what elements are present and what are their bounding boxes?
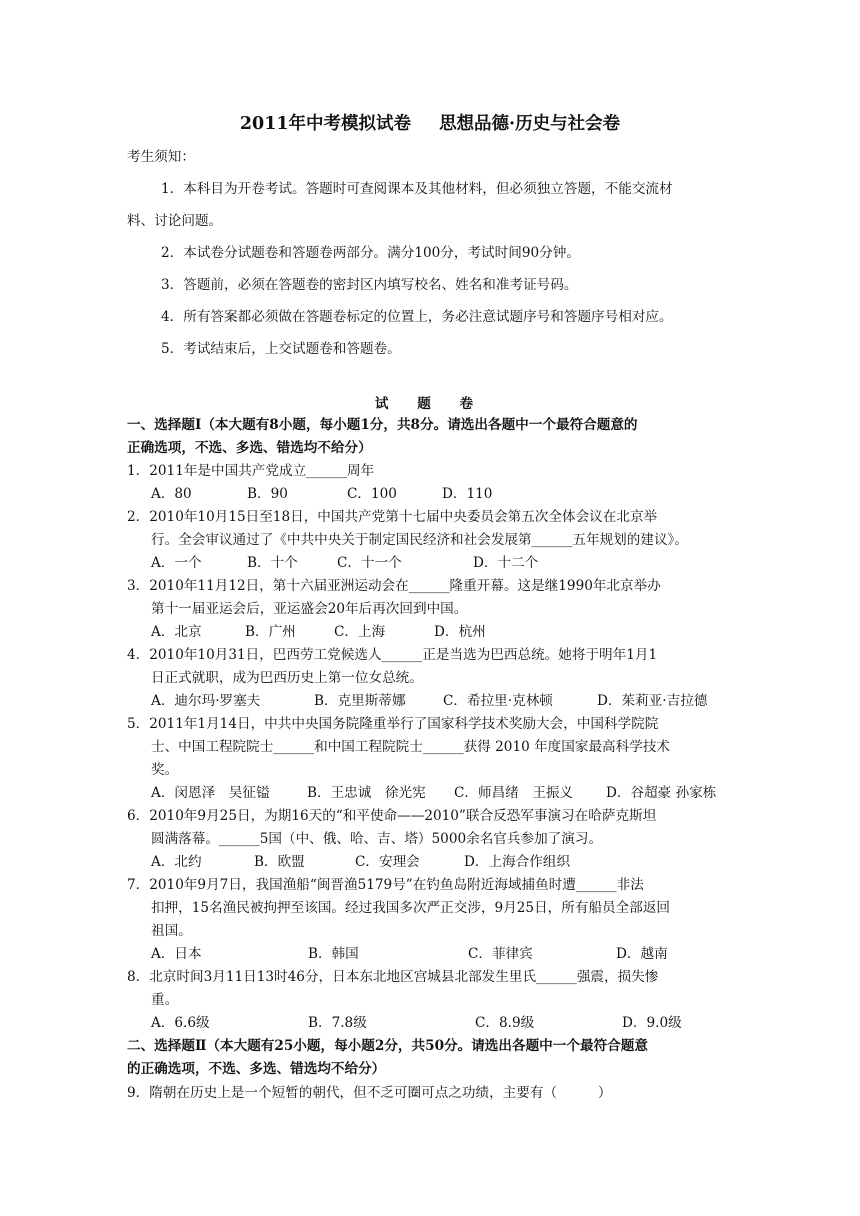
question-2-cont: 行。全会审议通过了《中共中央关于制定国民经济和社会发展第______五年规划的建议》。 xyxy=(151,532,688,548)
part1-heading-2: 正确选项，不选、多选、错选均不给分） xyxy=(127,440,372,456)
option-a: A．6.6级 xyxy=(151,1015,210,1031)
question-7-cont: 扣押，15名渔民被拘押至该国。经过我国多次严正交涉，9月25日，所有船员全部返回 xyxy=(151,900,671,916)
question-5: 5．2011年1月14日，中共中央国务院隆重举行了国家科学技术奖励大会，中国科学院院 xyxy=(127,716,659,732)
option-b: B．广州 xyxy=(245,624,296,640)
notice-4: 4．所有答案都必须做在答题卷标定的位置上，务必注意试题序号和答题序号相对应。 xyxy=(161,309,673,325)
question-3-cont: 第十一届亚运会后，亚运盛会20年后再次回到中国。 xyxy=(151,601,468,617)
question-5-cont2: 奖。 xyxy=(151,762,179,778)
question-6: 6．2010年9月25日，为期16天的“和平使命——2010”联合反恐军事演习在哈萨克斯坦 xyxy=(127,808,657,824)
question-9: 9．隋朝在历史上是一个短暂的朝代，但不乏可圈可点之功绩，主要有（ ） xyxy=(127,1085,612,1101)
title-left: 2011年中考模拟试卷 xyxy=(239,114,412,134)
option-a: A．80 xyxy=(151,486,192,502)
option-d: D．9.0级 xyxy=(622,1015,682,1031)
option-a: A．日本 xyxy=(151,946,202,962)
notice-heading: 考生须知： xyxy=(127,149,195,165)
question-4: 4．2010年10月31日，巴西劳工党候选人______正是当选为巴西总统。她将于明年1月1 xyxy=(127,647,658,663)
notice-5: 5．考试结束后，上交试题卷和答题卷。 xyxy=(161,341,401,357)
question-4-cont: 日正式就职，成为巴西历史上第一位女总统。 xyxy=(151,670,423,686)
option-b: B．十个 xyxy=(247,555,298,571)
option-b: B．欧盟 xyxy=(254,854,305,870)
option-c: C．8.9级 xyxy=(475,1015,535,1031)
option-d: D．越南 xyxy=(616,946,668,962)
option-d: D．谷超豪 孙家栋 xyxy=(606,785,717,801)
option-c: C．100 xyxy=(347,486,397,502)
option-d: D．上海合作组织 xyxy=(464,854,571,870)
question-8: 8．北京时间3月11日13时46分，日本东北地区宫城县北部发生里氏______强震，损失惨 xyxy=(127,969,659,985)
notice-2: 2．本试卷分试题卷和答题卷两部分。满分100分，考试时间90分钟。 xyxy=(161,245,580,261)
title-right: 思想品德·历史与社会卷 xyxy=(439,114,621,134)
option-b: B．90 xyxy=(247,486,288,502)
part2-heading-2: 的正确选项，不选、多选、错选均不给分） xyxy=(127,1061,386,1077)
option-d: D．110 xyxy=(442,486,493,502)
option-c: C．师昌绪 王振义 xyxy=(454,785,574,801)
option-b: B．王忠诚 徐光宪 xyxy=(307,785,426,801)
option-a: A．迪尔玛·罗塞夫 xyxy=(151,693,261,709)
question-1: 1．2011年是中国共产党成立______周年 xyxy=(127,463,375,479)
section-title: 试 题 卷 xyxy=(374,396,486,412)
notice-1-cont: 料、讨论问题。 xyxy=(127,213,223,229)
question-6-cont: 圆满落幕。______5国（中、俄、哈、吉、塔）5000余名官兵参加了演习。 xyxy=(151,831,603,847)
option-c: C．十一个 xyxy=(337,555,402,571)
option-b: B．韩国 xyxy=(308,946,359,962)
option-c: C．上海 xyxy=(334,624,386,640)
question-2: 2．2010年10月15日至18日，中国共产党第十七届中央委员会第五次全体会议在北京举 xyxy=(127,509,658,525)
question-3: 3．2010年11月12日，第十六届亚洲运动会在______隆重开幕。这是继1990年北京举办 xyxy=(127,578,661,594)
option-d: D．杭州 xyxy=(434,624,486,640)
notice-3: 3．答题前，必须在答题卷的密封区内填写校名、姓名和准考证号码。 xyxy=(161,277,578,293)
option-d: D．十二个 xyxy=(473,555,539,571)
option-d: D．茱莉亚·吉拉德 xyxy=(597,693,708,709)
page-title xyxy=(0,110,860,135)
option-c: C．安理会 xyxy=(355,854,420,870)
part2-heading-1: 二、选择题Ⅱ（本大题有25小题，每小题2分，共50分。请选出各题中一个最符合题意 xyxy=(127,1038,648,1054)
notice-1: 1．本科目为开卷考试。答题时可查阅课本及其他材料，但必须独立答题，不能交流材 xyxy=(161,181,673,197)
option-a: A．闵恩泽 吴征镒 xyxy=(151,785,270,801)
option-c: C．希拉里·克林顿 xyxy=(443,693,553,709)
option-b: B．克里斯蒂娜 xyxy=(314,693,406,709)
option-a: A．北约 xyxy=(151,854,202,870)
question-7: 7．2010年9月7日，我国渔船“闽晋渔5179号”在钓鱼岛附近海域捕鱼时遭______非法 xyxy=(127,877,644,893)
question-5-cont: 士、中国工程院院士______和中国工程院院士______获得 2010 年度国家最高科学技术 xyxy=(151,739,671,755)
option-a: A．一个 xyxy=(151,555,202,571)
option-a: A．北京 xyxy=(151,624,202,640)
option-b: B．7.8级 xyxy=(308,1015,367,1031)
part1-heading-1: 一、选择题Ⅰ（本大题有8小题，每小题1分，共8分。请选出各题中一个最符合题意的 xyxy=(127,417,638,433)
option-c: C．菲律宾 xyxy=(468,946,533,962)
question-8-cont: 重。 xyxy=(151,992,179,1008)
question-7-cont2: 祖国。 xyxy=(151,923,192,939)
